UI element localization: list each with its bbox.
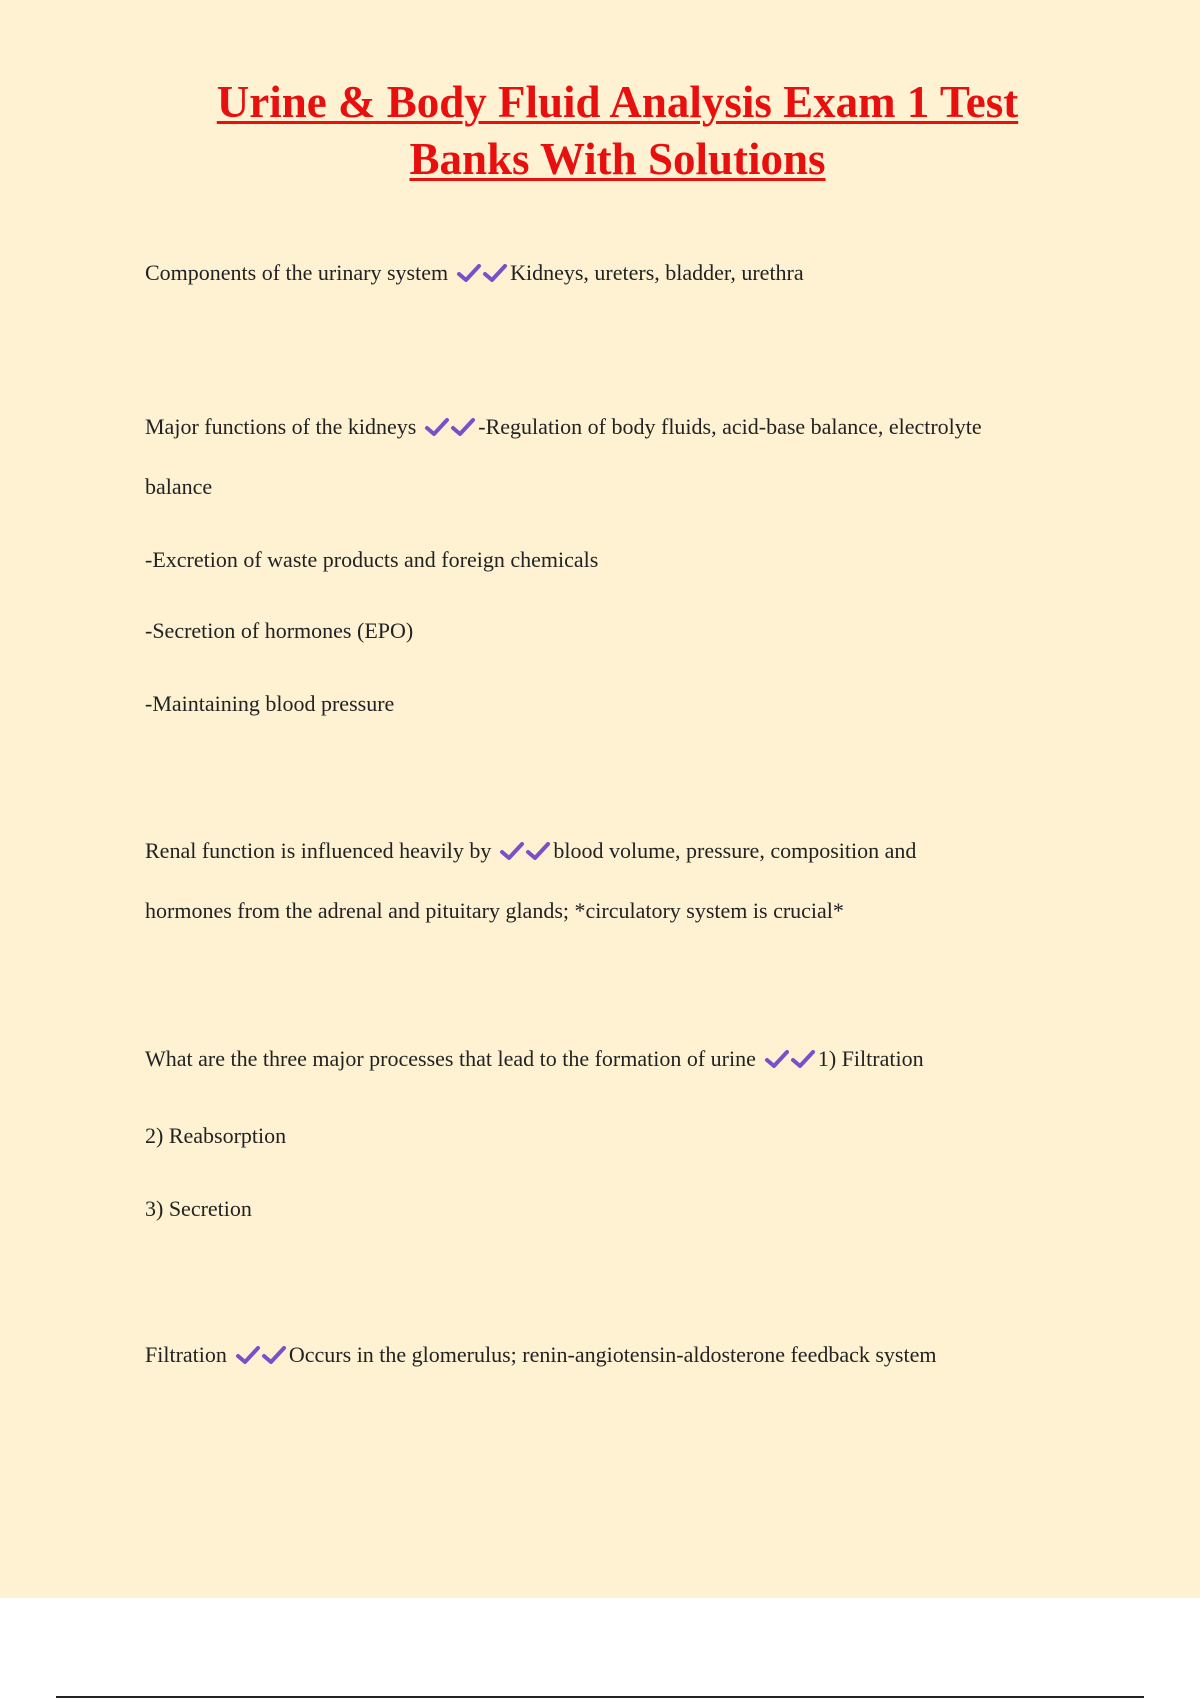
answer-extra-line: 3) Secretion — [145, 1196, 252, 1221]
check-icon — [424, 417, 450, 437]
question-text: Renal function is influenced heavily by — [145, 838, 492, 863]
qa-item-urine-processes — [145, 1044, 1085, 1224]
answer-extra-line: 2) Reabsorption — [145, 1123, 287, 1148]
title-line-1: Urine & Body Fluid Analysis Exam 1 Test — [216, 77, 1019, 127]
check-icon — [235, 1345, 261, 1365]
answer-extra-line: -Excretion of waste products and foreign chemicals — [145, 547, 599, 572]
check-icon — [764, 1049, 790, 1069]
double-check-icon — [499, 836, 551, 866]
question-text: Components of the urinary system — [145, 260, 449, 285]
check-icon — [790, 1049, 816, 1069]
qa-line — [145, 258, 1085, 288]
answer-text: blood volume, pressure, composition and — [553, 838, 917, 863]
qa-item-filtration — [145, 1340, 1085, 1370]
answer-text: Occurs in the glomerulus; renin-angiotensin-aldosterone feedback system — [288, 1342, 937, 1367]
title-line-2: Banks With Solutions — [409, 134, 826, 184]
qa-item-renal-function — [145, 836, 1085, 926]
answer-text: Kidneys, ureters, bladder, urethra — [510, 260, 804, 285]
qa-line — [145, 412, 1085, 442]
answer-continuation: balance — [145, 474, 213, 499]
check-icon — [450, 417, 476, 437]
check-icon — [456, 263, 482, 283]
footer-divider — [56, 1696, 1144, 1698]
qa-item-urinary-components — [145, 258, 1085, 288]
check-icon — [499, 841, 525, 861]
question-text: Major functions of the kidneys — [145, 414, 417, 439]
check-icon — [525, 841, 551, 861]
qa-line — [145, 1044, 1085, 1074]
qa-item-kidney-functions — [145, 412, 1085, 719]
double-check-icon — [235, 1340, 287, 1370]
question-text: Filtration — [145, 1342, 227, 1367]
answer-extra-line: -Secretion of hormones (EPO) — [145, 618, 414, 643]
answer-text: 1) Filtration — [817, 1046, 924, 1071]
qa-line — [145, 836, 1085, 866]
answer-text: -Regulation of body fluids, acid-base balance, electrolyte — [478, 414, 982, 439]
document-title — [140, 74, 1095, 188]
answer-continuation: hormones from the adrenal and pituitary glands; *circulatory system is crucial* — [145, 898, 844, 923]
double-check-icon — [424, 412, 476, 442]
qa-line — [145, 1340, 1085, 1370]
check-icon — [261, 1345, 287, 1365]
question-text: What are the three major processes that lead to the formation of urine — [145, 1046, 756, 1071]
answer-extra-line: -Maintaining blood pressure — [145, 691, 395, 716]
check-icon — [482, 263, 508, 283]
double-check-icon — [456, 258, 508, 288]
double-check-icon — [764, 1044, 816, 1074]
